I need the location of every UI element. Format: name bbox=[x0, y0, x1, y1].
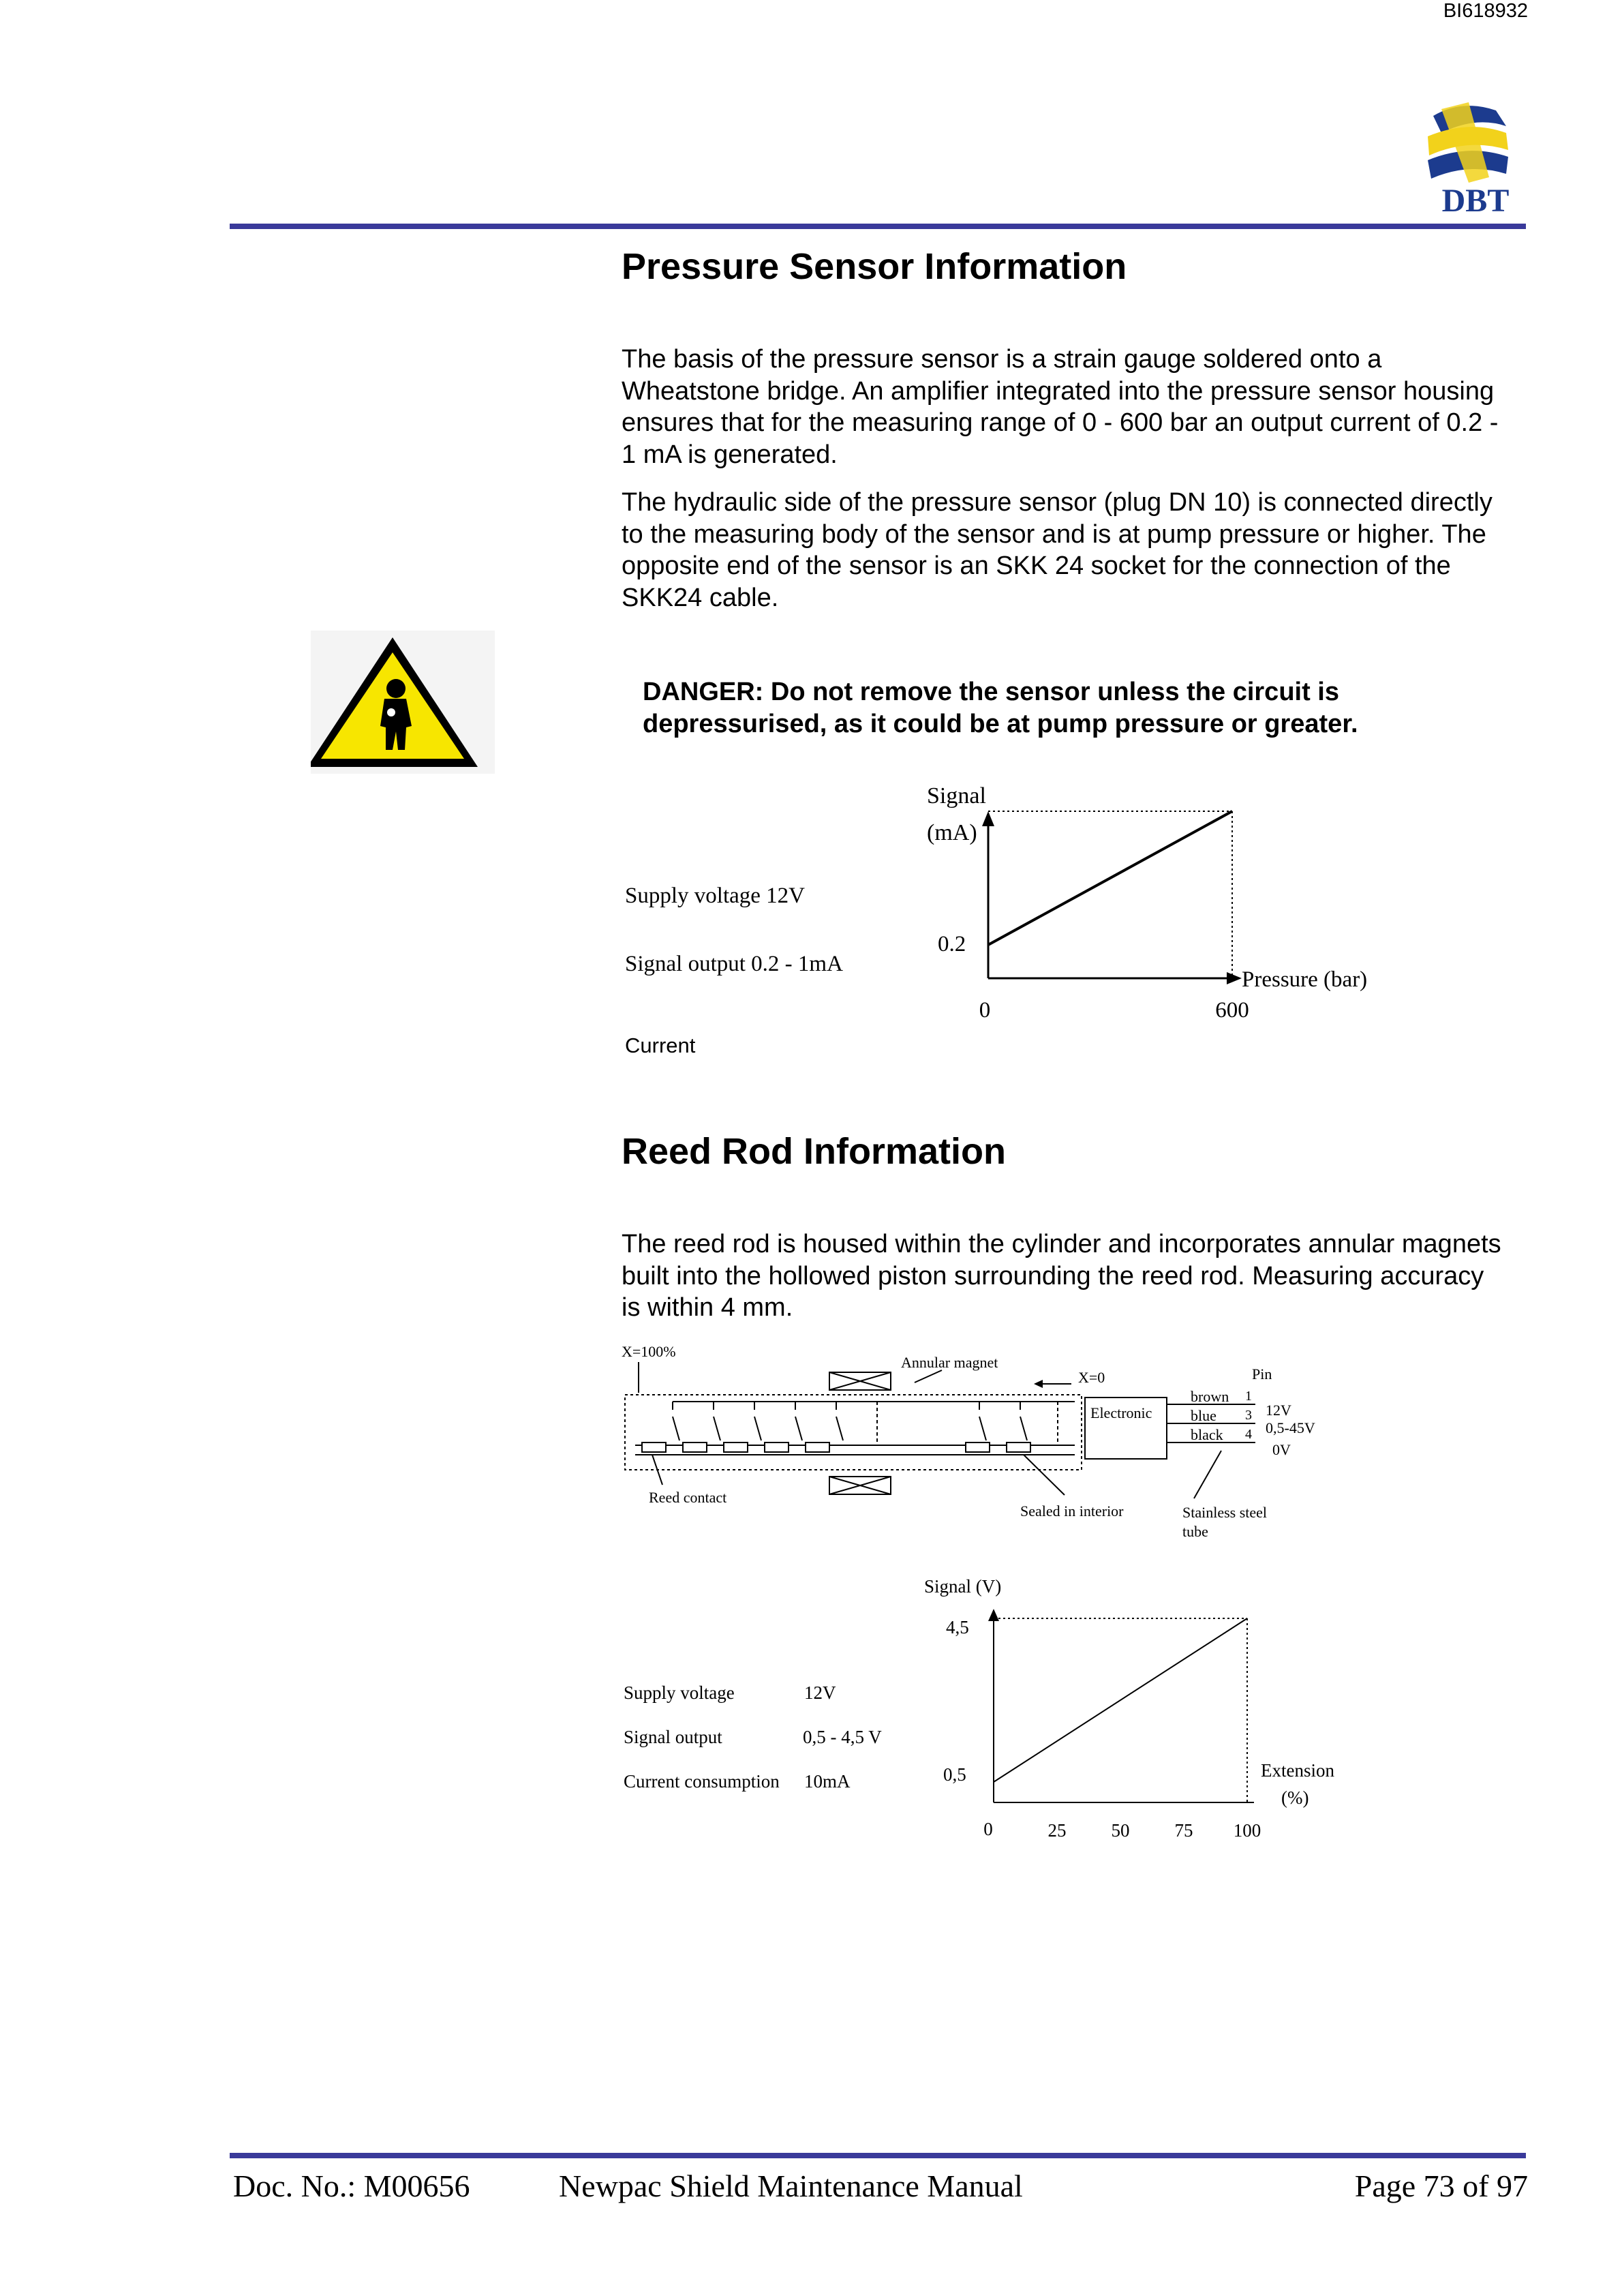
wire-blue-label: blue bbox=[1191, 1407, 1216, 1424]
reed-chart-xtick-100: 100 bbox=[1233, 1820, 1261, 1841]
pressure-chart-ytick: 0.2 bbox=[938, 932, 966, 956]
stainless-steel-tube bbox=[625, 1395, 1082, 1470]
pressure-paragraph-1: The basis of the pressure sensor is a strain gauge soldered onto a Wheatstone bridge. An amplifier integrated into the pressure sensor housing ensures that for the measuring range of 0 - 600 bar an output current of 0.2 - 1 mA is generated. bbox=[622, 345, 1499, 469]
footer-page-number: Page 73 of 97 bbox=[1354, 2169, 1528, 2203]
diagram-reed-contact-label: Reed contact bbox=[649, 1489, 727, 1506]
diagram-stainless-label-1: Stainless steel bbox=[1182, 1504, 1268, 1521]
danger-warning-icon bbox=[311, 631, 495, 774]
dbt-logo bbox=[1421, 95, 1530, 215]
pin-1-label: 1 bbox=[1245, 1389, 1252, 1404]
reed-y-axis-arrow bbox=[988, 1609, 999, 1621]
wire-blue-value: 0,5-45V bbox=[1266, 1419, 1315, 1436]
pin-4-label: 4 bbox=[1245, 1427, 1252, 1442]
pressure-chart-xlabel: Pressure (bar) bbox=[1242, 967, 1368, 992]
wire-black-label: black bbox=[1191, 1426, 1223, 1443]
pressure-section-title: Pressure Sensor Information bbox=[622, 246, 1127, 287]
pressure-chart-ylabel-2: (mA) bbox=[927, 820, 977, 845]
pressure-chart-xtick-600: 600 bbox=[1215, 998, 1249, 1023]
pressure-paragraph-2: The hydraulic side of the pressure sensor (plug DN 10) is connected directly to the measuring body of the sensor and is at pump pressure or higher. The opposite end of the sensor is an SKK 24 socket for the connection of the SKK24 cable. bbox=[622, 488, 1493, 612]
reed-contacts-right bbox=[966, 1402, 1058, 1452]
wire-brown-value: 12V bbox=[1266, 1402, 1291, 1419]
reed-chart-xtick-75: 75 bbox=[1174, 1820, 1193, 1841]
reed-chart-xlabel-1: Extension bbox=[1261, 1760, 1334, 1781]
document-id: BI618932 bbox=[1443, 0, 1528, 22]
diagram-stainless-label-2: tube bbox=[1182, 1523, 1208, 1540]
pressure-chart-ylabel-1: Signal bbox=[927, 783, 986, 809]
reed-supply-voltage-value: 12V bbox=[804, 1682, 836, 1703]
reed-paragraph: The reed rod is housed within the cylinder and incorporates annular magnets built into the hollowed piston surrounding the reed rod. Measuring accuracy is within 4 mm. bbox=[622, 1230, 1501, 1322]
diagram-x100-label: X=100% bbox=[622, 1343, 676, 1360]
pressure-current: Current bbox=[625, 1033, 696, 1057]
reed-chart-ytick-4-5: 4,5 bbox=[946, 1617, 969, 1637]
pressure-chart-xtick-0: 0 bbox=[979, 998, 991, 1023]
reed-supply-voltage-label: Supply voltage bbox=[624, 1682, 735, 1703]
reed-chart-xtick-25: 25 bbox=[1047, 1820, 1067, 1841]
pressure-supply-voltage: Supply voltage 12V bbox=[625, 883, 805, 908]
reed-signal-output-label: Signal output bbox=[624, 1727, 722, 1747]
footer-rule bbox=[230, 2153, 1526, 2158]
pressure-signal-chart bbox=[906, 777, 1411, 1036]
reed-chart-xtick-0: 0 bbox=[983, 1819, 993, 1839]
diagram-annular-magnet-label: Annular magnet bbox=[901, 1354, 998, 1371]
reed-chart-ytick-0-5: 0,5 bbox=[943, 1764, 966, 1785]
wire-black-value: 0V bbox=[1272, 1441, 1291, 1458]
pressure-y-axis-arrow bbox=[982, 811, 994, 826]
diagram-x0-label: X=0 bbox=[1078, 1369, 1105, 1386]
reed-signal-chart bbox=[913, 1568, 1349, 1854]
diagram-electronic-label: Electronic bbox=[1090, 1404, 1152, 1421]
reed-chart-xlabel-2: (%) bbox=[1281, 1787, 1309, 1808]
reed-chart-xtick-50: 50 bbox=[1111, 1820, 1130, 1841]
footer-manual-title: Newpac Shield Maintenance Manual bbox=[559, 2169, 1023, 2203]
reed-current-value: 10mA bbox=[804, 1771, 851, 1792]
diagram-pin-label: Pin bbox=[1252, 1365, 1272, 1383]
pressure-x-axis-arrow bbox=[1227, 972, 1242, 984]
reed-contacts-left bbox=[642, 1402, 877, 1452]
reed-rod-diagram bbox=[622, 1342, 1371, 1546]
logo-text: DBT bbox=[1441, 183, 1510, 215]
diagram-sealed-interior-label: Sealed in interior bbox=[1020, 1502, 1124, 1520]
reed-signal-line bbox=[994, 1618, 1247, 1782]
pin-3-label: 3 bbox=[1245, 1408, 1252, 1423]
footer-doc-number: Doc. No.: M00656 bbox=[233, 2169, 470, 2203]
reed-chart-ylabel: Signal (V) bbox=[924, 1576, 1002, 1597]
wire-brown-label: brown bbox=[1191, 1388, 1229, 1405]
reed-signal-output-value: 0,5 - 4,5 V bbox=[803, 1727, 882, 1747]
pressure-signal-line bbox=[988, 811, 1232, 945]
pressure-signal-output: Signal output 0.2 - 1mA bbox=[625, 952, 843, 976]
header-rule bbox=[230, 224, 1526, 229]
reed-section-title: Reed Rod Information bbox=[622, 1131, 1006, 1172]
reed-current-label: Current consumption bbox=[624, 1771, 780, 1792]
danger-warning-text: DANGER: Do not remove the sensor unless the circuit is depressurised, as it could be at pump pressure or greater. bbox=[643, 678, 1358, 738]
